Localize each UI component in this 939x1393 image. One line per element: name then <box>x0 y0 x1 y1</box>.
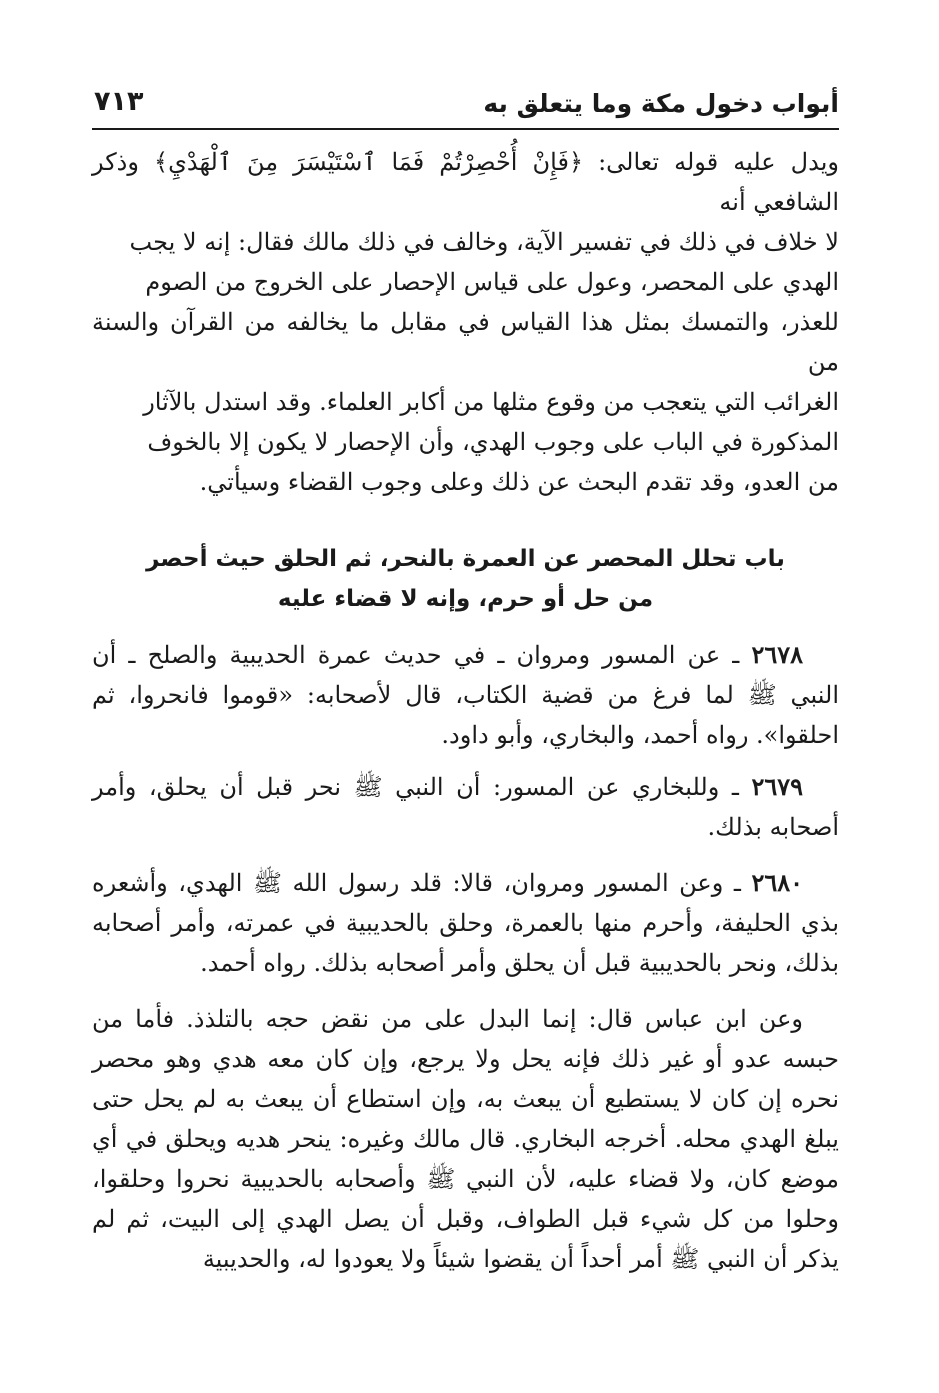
hadith-number: ٢٦٧٩ <box>751 772 803 801</box>
hadith-number: ٢٦٨٠ <box>751 868 803 897</box>
intro-line-5: الغرائب التي يتعجب من وقوع مثلها من أكابر العلماء. وقد استدل بالآثار <box>143 388 839 416</box>
intro-line-7: من العدو، وقد تقدم البحث عن ذلك وعلى وجوب القضاء وسيأتي. <box>199 468 839 496</box>
page-number: ٧١٣ <box>94 86 144 117</box>
section-heading <box>92 539 839 619</box>
hadith-2678 <box>92 635 839 755</box>
intro-line-1: ويدل عليه قوله تعالى: ﴿فَإِنْ أُحْصِرْتُمْ فَمَا ٱسْتَيْسَرَ مِنَ ٱلْهَدْيِ﴾ وذكر الشافعي أنه <box>92 148 839 216</box>
intro-line-2: لا خلاف في ذلك في تفسير الآية، وخالف في ذلك مالك فقال: إنه لا يجب <box>129 228 839 256</box>
hadith-text: ـ وعن المسور ومروان، قالا: قلد رسول الله ﷺ الهدي، وأشعره بذي الحليفة، وأحرم منها بالعمرة، وحلق بالحديبية في عمرته، وأمر أصحابه بذلك، ونحر بالحديبية قبل أن يحلق وأمر أصحابه بذلك. رواه أحمد. <box>92 869 839 977</box>
section-heading-line-1: باب تحلل المحصر عن العمرة بالنحر، ثم الحلق حيث أحصر <box>146 546 785 572</box>
hadith-number: ٢٦٧٨ <box>751 640 803 669</box>
hadith-2679 <box>92 767 839 847</box>
commentary-paragraph: وعن ابن عباس قال: إنما البدل على من نقض حجه بالتلذذ. فأما من حبسه عدو أو غير ذلك فإنه يحل ولا يرجع، وإن كان معه هدي وهو محصر نحره إن كان لا يستطيع أن يبعث به، وإن استطاع أن يبعث به لم يحل حتى يبلغ الهدي محله. أخرجه البخاري. قال مالك وغيره: ينحر هديه ويحلق في أي موضع كان، ولا قضاء عليه، لأن النبي ﷺ وأصحابه بالحديبية نحروا وحلقوا، وحلوا من كل شيء قبل الطواف، وقبل أن يصل الهدي إلى البيت، ثم لم يذكر أن النبي ﷺ أمر أحداً أن يقضوا شيئاً ولا يعودوا له، والحديبية <box>92 1005 839 1273</box>
intro-line-3: الهدي على المحصر، وعول على قياس الإحصار على الخروج من الصوم <box>145 268 839 296</box>
intro-paragraph <box>92 142 839 502</box>
chapter-title: أبواب دخول مكة وما يتعلق به <box>483 89 839 118</box>
hadith-text: ـ وللبخاري عن المسور: أن النبي ﷺ نحر قبل أن يحلق، وأمر أصحابه بذلك. <box>92 773 839 841</box>
hadith-text: ـ عن المسور ومروان ـ في حديث عمرة الحديبية والصلح ـ أن النبي ﷺ لما فرغ من قضية الكتاب، قال لأصحابه: «قوموا فانحروا، ثم احلقوا». رواه أحمد، والبخاري، وأبو داود. <box>92 641 839 749</box>
hadith-2680 <box>92 863 839 983</box>
intro-line-4: للعذر، والتمسك بمثل هذا القياس في مقابل ما يخالفه من القرآن والسنة من <box>92 308 839 376</box>
intro-line-6: المذكورة في الباب على وجوب الهدي، وأن الإحصار لا يكون إلا بالخوف <box>147 428 839 456</box>
page-body <box>92 142 839 1279</box>
page-header <box>92 70 839 130</box>
section-heading-line-2: من حل أو حرم، وإنه لا قضاء عليه <box>277 586 654 612</box>
